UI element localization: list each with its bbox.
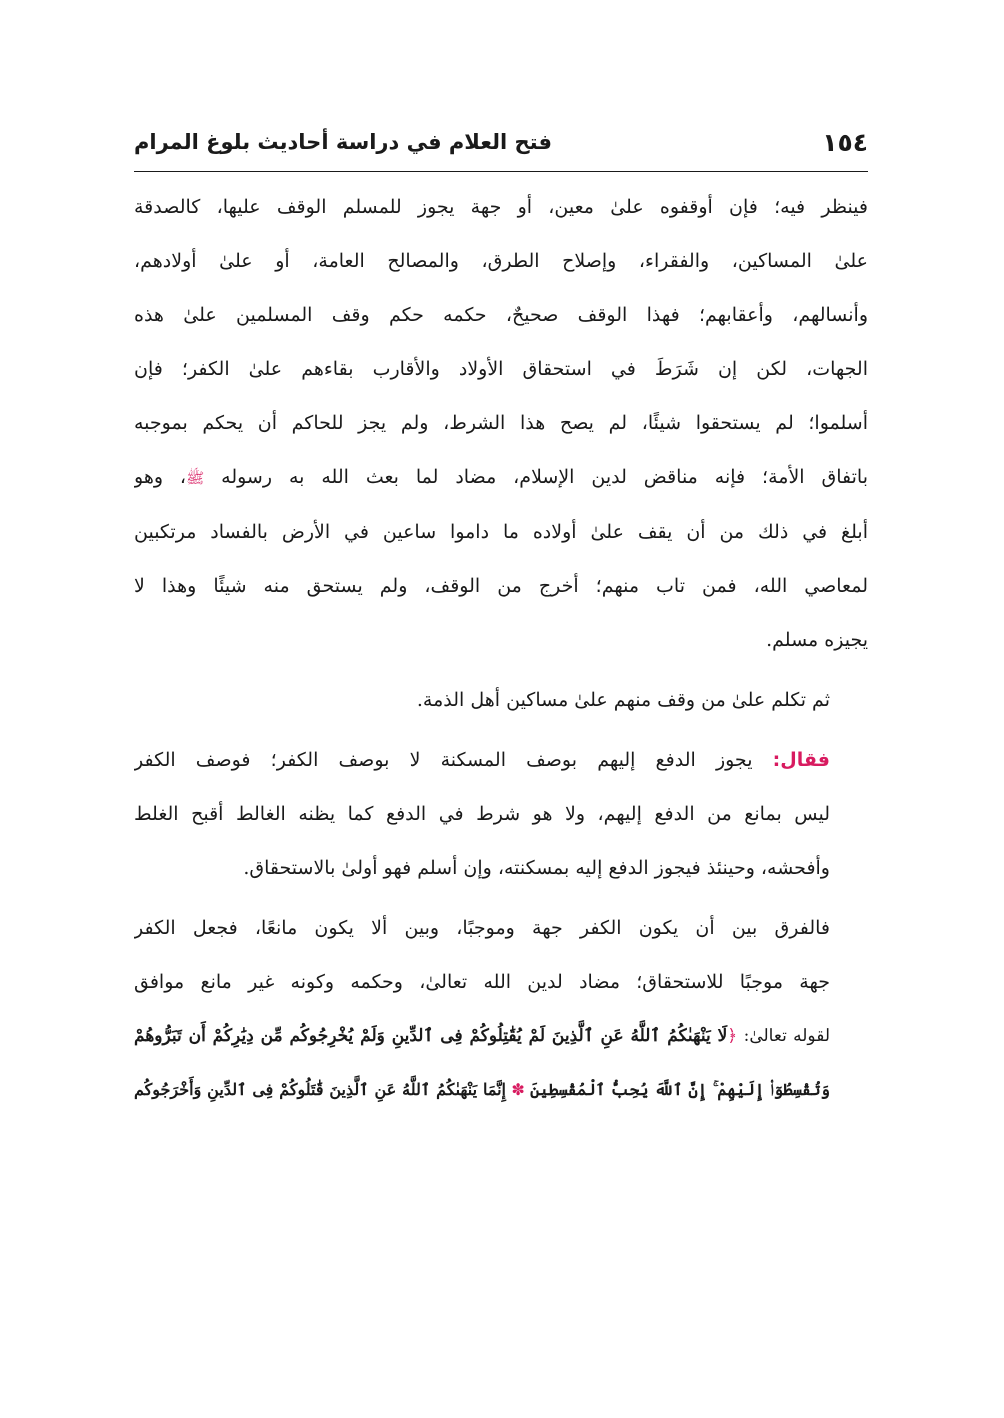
text-line: أبلغ في ذلك من أن يقف علىٰ أولاده ما داموا ساعين في الأرض بالفساد مرتكبين xyxy=(134,521,868,543)
quran-verse: لَا يَنْهَىٰكُمُ ٱللَّهُ عَنِ ٱلَّذِينَ لَمْ يُقَٰتِلُوكُمْ فِى ٱلدِّينِ وَلَمْ يُخْرِجُوكُم مِّن دِيَٰرِكُمْ أَن تَبَرُّوهُمْ xyxy=(134,1026,728,1046)
text-line: وأفحشه، وحينئذ فيجوز الدفع إليه بمسكنته، وإن أسلم فهو أولىٰ بالاستحقاق. xyxy=(243,857,830,879)
text-segment: باتفاق الأمة؛ فإنه مناقض لدين الإسلام، مضاد لما بعث الله به رسوله xyxy=(221,466,868,488)
paragraph-4 xyxy=(134,901,868,1117)
page-header xyxy=(134,126,868,172)
paragraph-2 xyxy=(134,673,868,727)
text-line: الجهات، لكن إن شَرَطَ في استحقاق الأولاد والأقارب بقاءهم علىٰ الكفر؛ فإن xyxy=(134,358,868,380)
text-segment: ، وهو xyxy=(134,466,187,488)
text-line xyxy=(134,450,868,505)
text-line: أسلموا؛ لم يستحقوا شيئًا، لم يصح هذا الشرط، ولم يجز للحاكم أن يحكم بموجبه xyxy=(134,412,868,434)
header-divider xyxy=(134,171,868,172)
text-line: ليس بمانع من الدفع إليهم، ولا هو شرط في الدفع كما يظنه الغالط أقبح الغلط xyxy=(134,803,830,825)
text-line: فينظر فيه؛ فإن أوقفوه علىٰ معين، أو جهة يجوز للمسلم الوقف عليها، كالصدقة xyxy=(134,196,868,218)
verse-separator: ✽ xyxy=(511,1080,525,1099)
text-line: جهة موجبًا للاستحقاق؛ مضاد لدين الله تعالىٰ، وحكمه وكونه غير مانع موافق xyxy=(134,971,830,993)
text-line: ثم تكلم علىٰ من وقف منهم علىٰ مساكين أهل الذمة. xyxy=(416,689,830,711)
text-line xyxy=(134,733,868,787)
quran-verse: إِنَّمَا يَنْهَىٰكُمُ ٱللَّهُ عَنِ ٱلَّذِينَ قَٰتَلُوكُمْ فِى ٱلدِّينِ وَأَخْرَجُوكُم xyxy=(134,1080,506,1099)
text-line: يجيزه مسلم. xyxy=(766,629,868,651)
text-line xyxy=(134,1009,868,1063)
text-segment: لقوله تعالىٰ: xyxy=(743,1026,830,1046)
section-label: فقال: xyxy=(772,749,830,771)
running-title: فتح العلام في دراسة أحاديث بلوغ المرام xyxy=(134,130,552,154)
text-line: فالفرق بين أن يكون الكفر جهة وموجبًا، وبين ألا يكون مانعًا، فجعل الكفر xyxy=(134,917,830,939)
salutation-glyph: ﷺ xyxy=(186,469,205,487)
quran-verse: وَتُقْسِطُوٓا۟ إِلَيْهِمْ ۚ إِنَّ ٱللَّهَ يُحِبُّ ٱلْمُقْسِطِينَ xyxy=(530,1080,830,1099)
quran-open-bracket: ﴿ xyxy=(727,1026,738,1046)
page-number: ١٥٤ xyxy=(822,128,868,157)
body-text xyxy=(134,180,868,1117)
paragraph-1 xyxy=(134,180,868,667)
text-line: علىٰ المساكين، والفقراء، وإصلاح الطرق، والمصالح العامة، أو علىٰ أولادهم، xyxy=(134,250,868,272)
text-segment: يجوز الدفع إليهم بوصف المسكنة لا بوصف الكفر؛ فوصف الكفر xyxy=(134,749,753,771)
text-line: لمعاصي الله، فمن تاب منهم؛ أخرج من الوقف، ولم يستحق منه شيئًا وهذا لا xyxy=(134,575,868,597)
paragraph-3 xyxy=(134,733,868,895)
text-line xyxy=(134,1063,868,1117)
text-line: وأنسالهم، وأعقابهم؛ فهذا الوقف صحيحٌ، حكمه حكم وقف المسلمين علىٰ هذه xyxy=(134,304,868,326)
